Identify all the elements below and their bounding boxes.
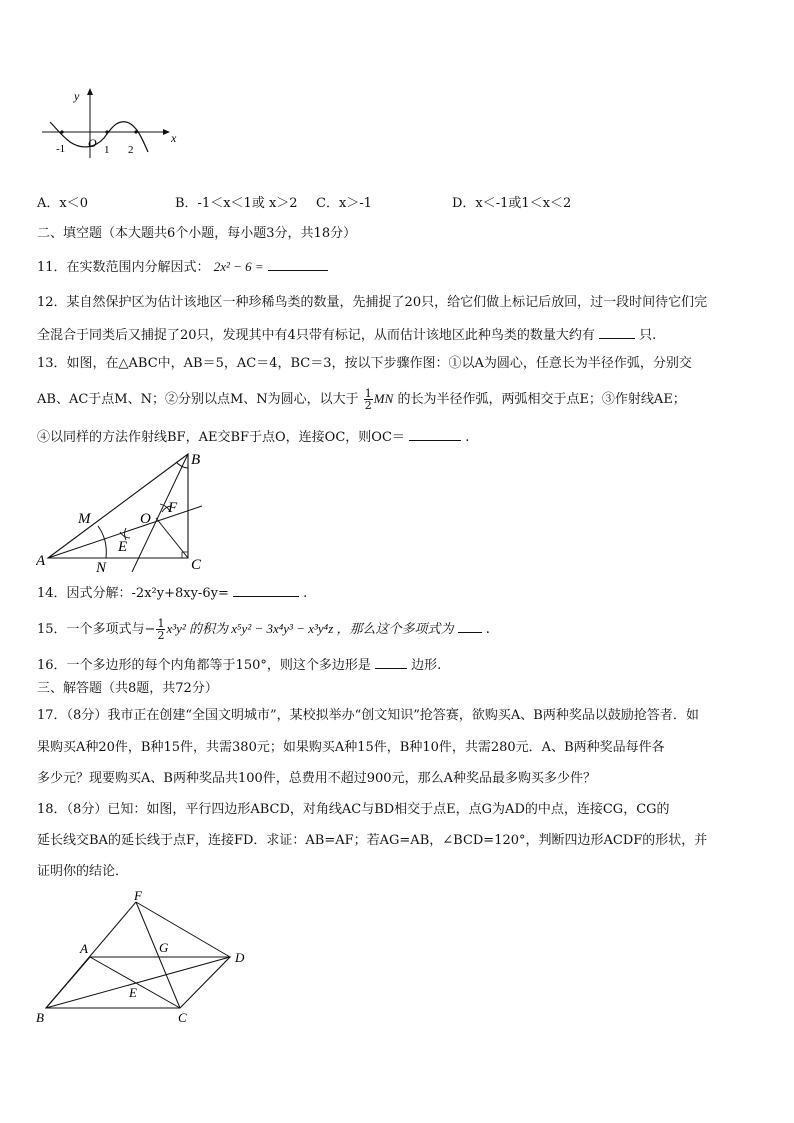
question-18-line3: 证明你的结论． [37,864,129,879]
q13-frac-num: 1 [364,387,372,400]
label-B: B [191,452,201,468]
x-axis-label: x [171,131,177,145]
q14-text: 14．因式分解：-2x²y+8xy-6y= [37,586,229,601]
q16-text: 16．一个多边形的每个内角都等于150°，则这个多边形是 [37,658,371,673]
question-16 [37,654,441,676]
label-N: N [96,560,107,574]
question-17-line2: 果购买A种20件，B种15件，共需380元；如果购买A种15件，B种10件，共需280元．A、B两种奖品每件各 [37,740,665,755]
q15-fraction [156,618,165,641]
q16-answer-blank[interactable] [375,654,407,669]
q15-answer-blank[interactable] [458,618,482,633]
label-C: C [178,1010,187,1025]
option-d: D．x＜-1或1＜x＜2 [452,196,572,211]
q11-answer-blank[interactable] [268,256,328,271]
q13-line3-end: . [465,430,470,445]
q11-expr: 2x² − 6 = [213,259,264,274]
q15-frac-num: 1 [157,617,165,630]
label-M: M [78,511,91,527]
label-A: A [80,941,88,956]
question-12-line1: 12．某自然保护区为估计该地区一种珍稀鸟类的数量，先捕捉了20只，给它们做上标记后放回，过一段时间待它们完 [37,295,708,310]
question-14 [37,582,307,604]
section2-heading: 二、填空题（本大题共6个小题，每小题3分，共18分） [37,226,357,241]
q15-end: . [485,622,490,637]
q14-answer-blank[interactable] [233,582,299,597]
q15-frac-den: 2 [157,629,165,642]
parallelogram-figure [34,890,259,1028]
option-c: C．x＞-1 [316,196,372,211]
label-F: F [168,500,178,516]
q15-prefix: 15．一个多项式与− [37,622,156,637]
label-O: O [140,511,151,527]
option-a: A．x＜0 [37,196,88,211]
q11-text: 11．在实数范围内分解因式： [37,260,210,275]
question-13-line3 [37,426,469,448]
triangle-figure [36,448,211,574]
q15-mid: x³y² 的积为 x⁵y² − 3x⁴y³ − x³y⁴z ，那么这个多项式为 [166,621,454,636]
question-15 [37,618,490,641]
y-axis-label: y [74,89,80,103]
q13-line2-a: AB、AC于点M、N；②分别以点M、N为圆心，以大于 [37,392,359,407]
q12-answer-blank[interactable] [599,324,635,339]
label-G: G [159,940,169,955]
question-12-line2 [37,324,656,346]
question-18-line1: 18．（8分）已知：如图，平行四边形ABCD，对角线AC与BD相交于点E，点G为AD的中点，连接CG，CG的 [37,802,670,817]
q13-mn: MN [373,391,394,406]
option-b: B．-1＜x＜1或 x＞2 [175,196,298,211]
question-13-line1: 13．如图，在△ABC中，AB＝5，AC＝4，BC＝3，按以下步骤作图：①以A为圆心，任意长为半径作弧，分别交 [37,356,692,371]
origin-label: O [88,136,97,150]
label-B: B [36,1010,44,1025]
q13-answer-blank[interactable] [409,426,461,441]
q13-line3-text: ④以同样的方法作射线BF，AE交BF于点O，连接OC，则OC＝ [37,430,405,445]
label-E: E [118,539,128,555]
q14-end: . [303,586,308,601]
question-11 [37,256,328,278]
q12-line2-end: 只. [639,328,657,343]
label-E: E [129,985,137,1000]
label-A: A [36,553,46,569]
tick-neg1: -1 [56,143,66,155]
q13-frac-den: 2 [364,399,372,412]
label-C: C [191,557,202,573]
function-graph-figure [40,86,190,161]
q12-line2-text: 全混合于同类后又捕捉了20只，发现其中有4只带有标记，从而估计该地区此种鸟类的数量大约有 [37,328,595,343]
q16-end: 边形. [411,658,442,673]
label-F: F [134,890,142,903]
section3-heading: 三、解答题（共8题，共72分） [37,681,218,696]
q13-fraction [364,388,373,411]
tick-1: 1 [104,144,110,156]
tick-2: 2 [128,144,134,156]
question-13-line2 [37,388,686,411]
question-17-line1: 17．（8分）我市正在创建“全国文明城市”，某校拟举办“创文知识”抢答赛，欲购买A、B两种奖品以鼓励抢答者．如 [37,708,699,723]
label-D: D [235,950,245,965]
q13-line2-b: 的长为半径作弧，两弧相交于点E；③作射线AE； [397,392,686,407]
question-18-line2: 延长线交BA的延长线于点F，连接FD．求证：AB=AF；若AG=AB，∠BCD=120°，判断四边形ACDF的形状，并 [37,833,708,848]
question-17-line3: 多少元？现要购买A、B两种奖品共100件，总费用不超过900元，那么A种奖品最多购买多少件？ [37,771,596,786]
